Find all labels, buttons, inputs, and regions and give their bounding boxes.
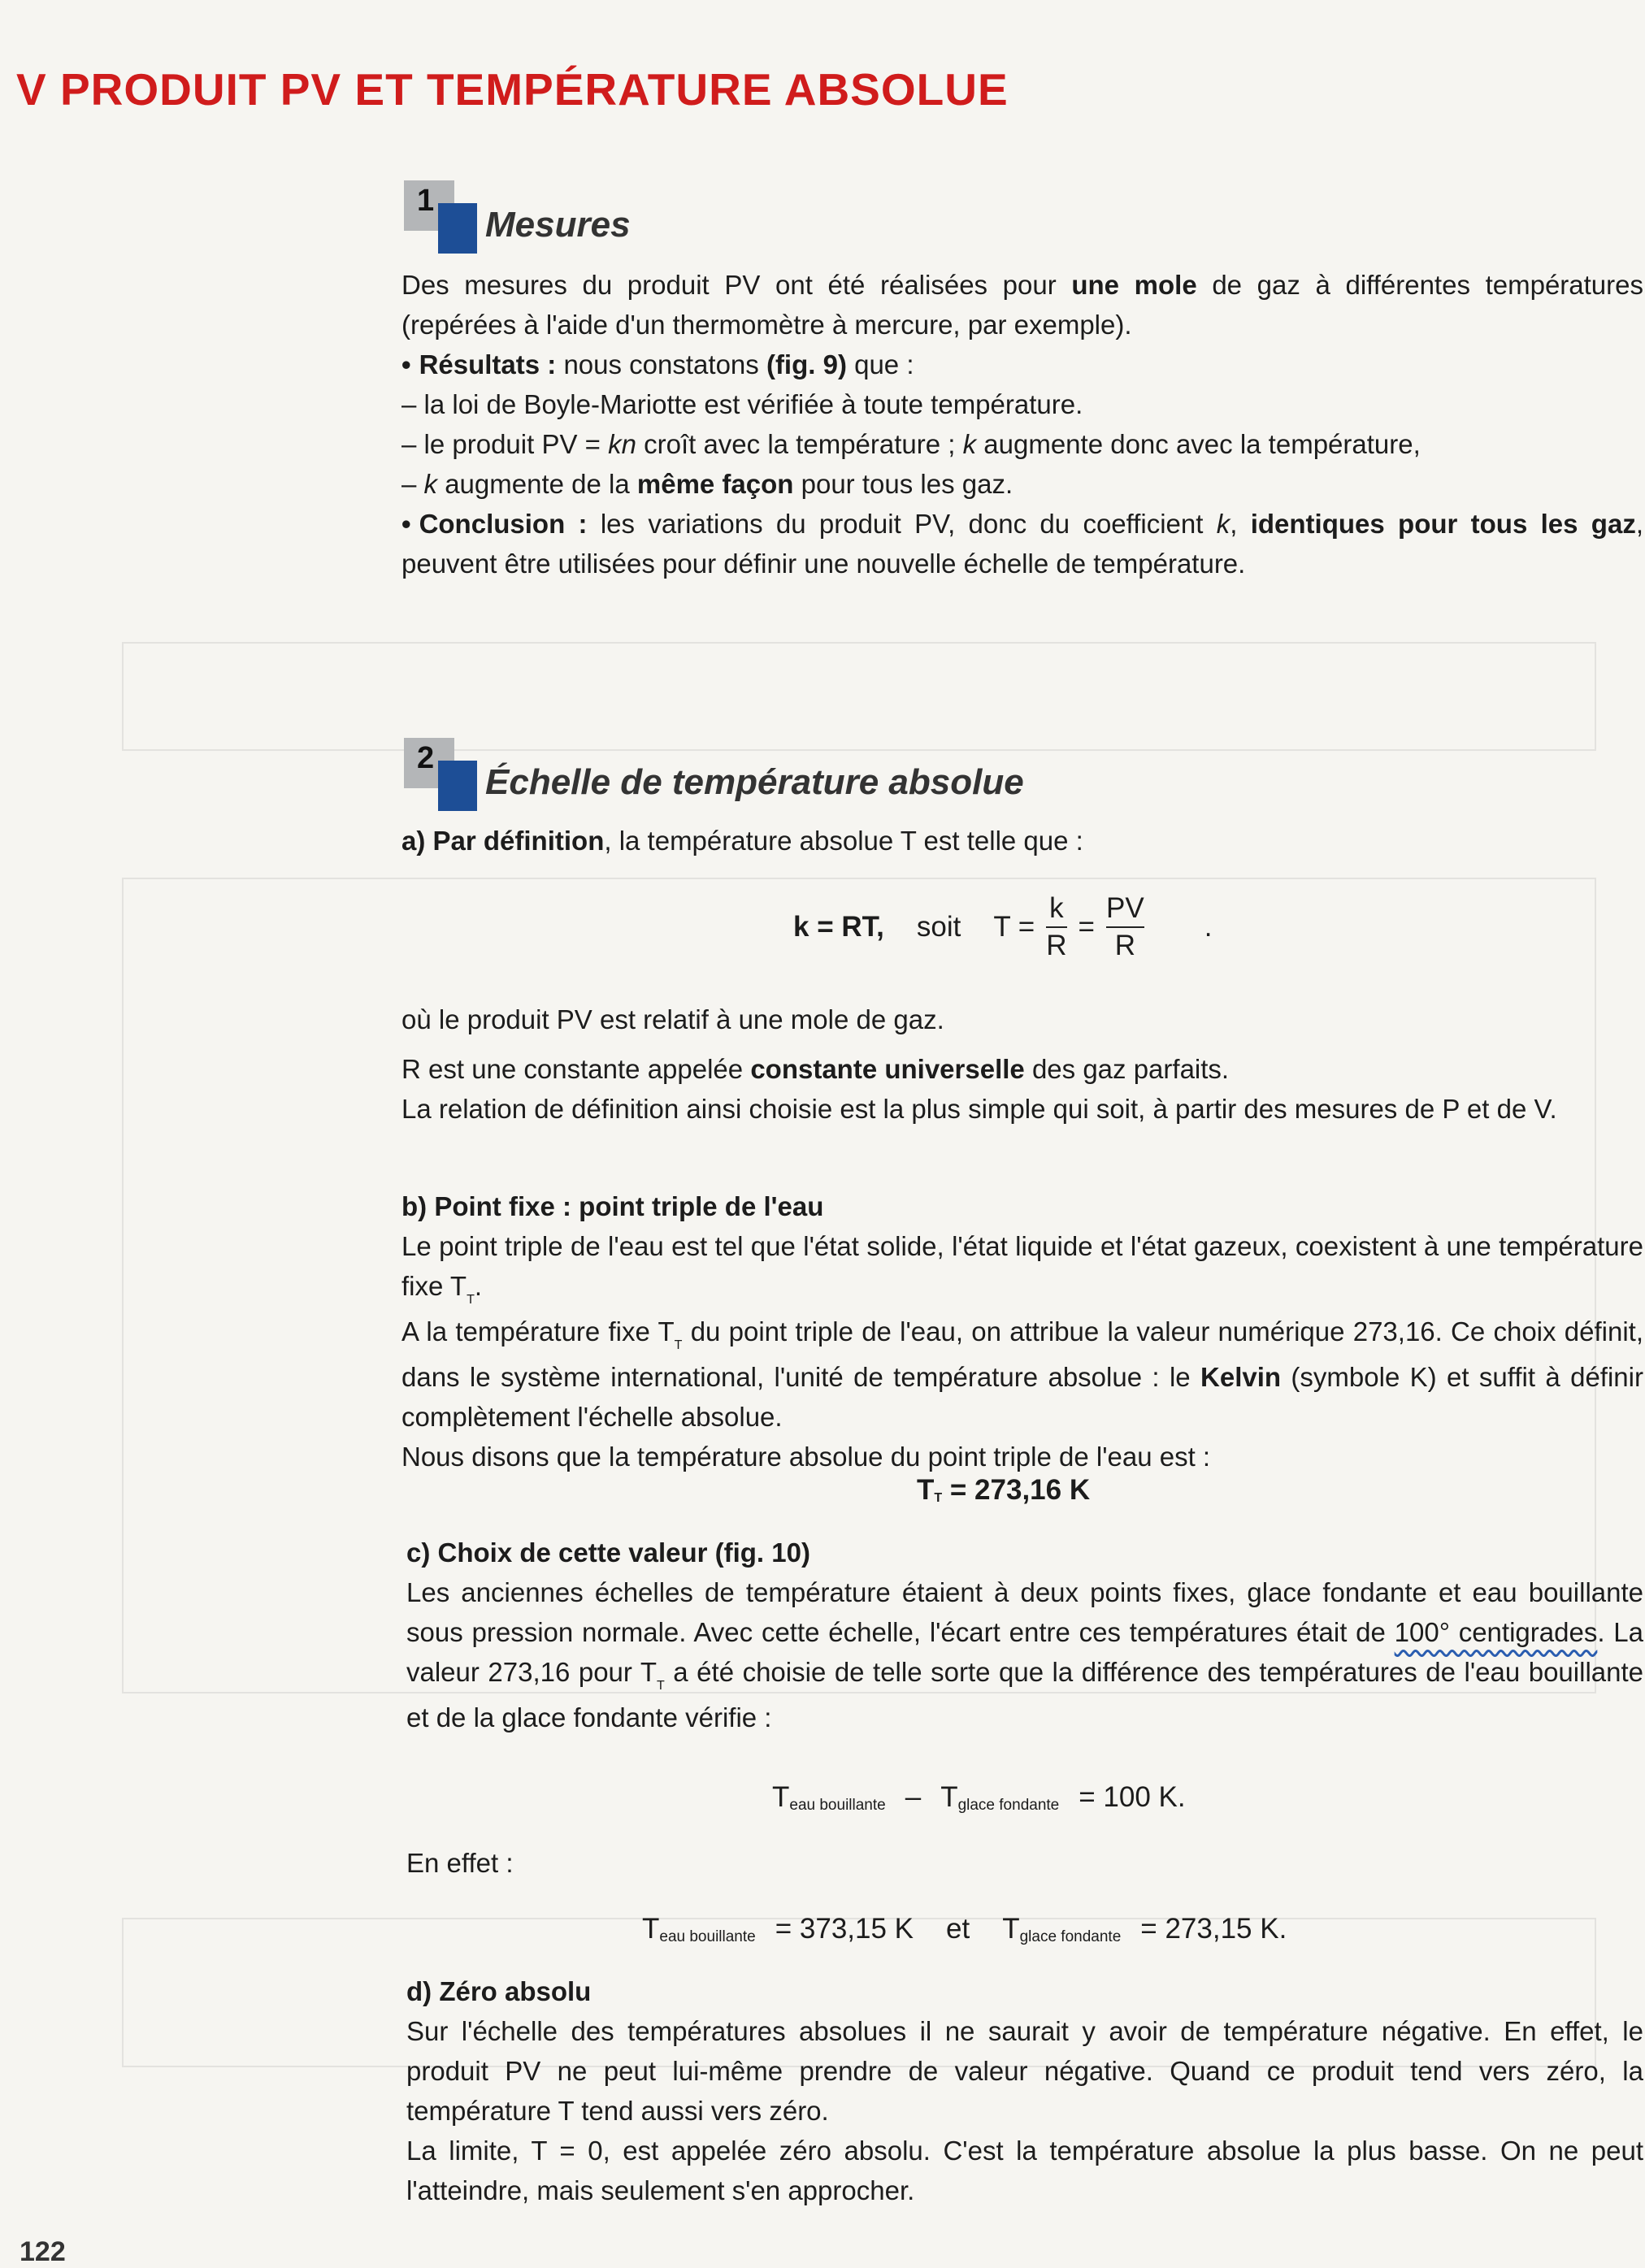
page-title: V PRODUIT PV ET TEMPÉRATURE ABSOLUE <box>16 64 1009 115</box>
formula-definition: k = RT, soit T = $\frac{k}{R}$ = $\frac{PV}{R}$ . <box>793 891 1212 964</box>
section-1-header <box>404 180 631 254</box>
section-number: 2 <box>417 741 435 775</box>
section-title: Mesures <box>485 205 631 245</box>
section-number-badge <box>404 738 477 811</box>
formula-values: T eau bouillante = 373,15 K et T glace fondante = 273,15 K. <box>642 1913 1287 1945</box>
formula-difference: T eau bouillante – T glace fondante = 100 K. <box>772 1781 1186 1814</box>
section-title: Échelle de température absolue <box>485 762 1024 802</box>
handwritten-underline: 100° centigrades <box>1394 1617 1598 1647</box>
conclusion-paragraph: • Conclusion : les variations du produit PV, donc du coefficient k, identiques pour tous les gaz, peuvent être utilisées pour définir une nouvelle échelle de température. <box>401 509 1643 579</box>
results-line: • Résultats : nous constatons (fig. 9) que : <box>401 349 914 379</box>
en-effet-line: En effet : <box>406 1848 514 1878</box>
formula-triple-point: T T = 273,16 K <box>917 1474 1091 1506</box>
triple-point-section: b) Point fixe : point triple de l'eau Le point triple de l'eau est tel que l'état solide, l'état liquide et l'état gazeux, coexistent à une température fixe $T_T$. A la température fixe $T_T$ du point triple de l'eau, on attribue la valeur numérique 273,16. Ce choix définit, dans le système international, l'unité de température absolue : le Kelvin (symbole K) et suffit à définir complètement l'échelle absolue. Nous disons que la température absolue du point triple de l'eau est : <box>401 1191 1643 1472</box>
fraction-pv-over-r: $\frac{PV}{R}$ <box>1105 892 1144 961</box>
section-1-body <box>401 265 1643 583</box>
section-number: 1 <box>417 184 435 218</box>
value-choice-section: c) Choix de cette valeur (fig. 10) Les anciennes échelles de température étaient à deux points fixes, glace fondante et eau bouillante sous pression normale. Avec cette échelle, l'écart entre ces températures était de 100° centigrades. La valeur 273,16 pour $T_T$ a été choisie de telle sorte que la différence des températures de l'eau bouillante et de la glace fondante vérifie : <box>406 1537 1644 1732</box>
page-number: 122 <box>20 2236 66 2267</box>
fraction-k-over-r: $\frac{k}{R}$ <box>1046 892 1067 961</box>
section-number-badge <box>404 180 477 254</box>
result-item-1: – la loi de Boyle-Mariotte est vérifiée à toute température. <box>401 389 1083 419</box>
intro-paragraph: Des mesures du produit PV ont été réalisées pour une mole de gaz à différentes températures (repérées à l'aide d'un thermomètre à mercure, par exemple). <box>401 270 1644 340</box>
definition-body: où le produit PV est relatif à une mole de gaz. R est une constante appelée constante universelle des gaz parfaits. La relation de définition ainsi choisie est la plus simple qui soit, à partir des mesures de P et de V. <box>401 1004 1557 1124</box>
result-item-3: – k augmente de la même façon pour tous les gaz. <box>401 469 1013 499</box>
absolute-zero-section: d) Zéro absolu Sur l'échelle des températures absolues il ne saurait y avoir de température négative. En effet, le produit PV ne peut lui-même prendre de valeur négative. Quand ce produit tend vers zéro, la température T tend aussi vers zéro. La limite, T = 0, est appelée zéro absolu. C'est la température absolue la plus basse. On ne peut l'atteindre, mais seulement s'en approcher. <box>406 1976 1643 2205</box>
definition-heading: a) Par définition, la température absolue T est telle que : <box>401 826 1083 856</box>
bleed-through-frame <box>122 642 1596 751</box>
result-item-2: – le produit PV = kn croît avec la température ; k augmente donc avec la température, <box>401 429 1421 459</box>
section-2-header <box>404 738 1024 811</box>
